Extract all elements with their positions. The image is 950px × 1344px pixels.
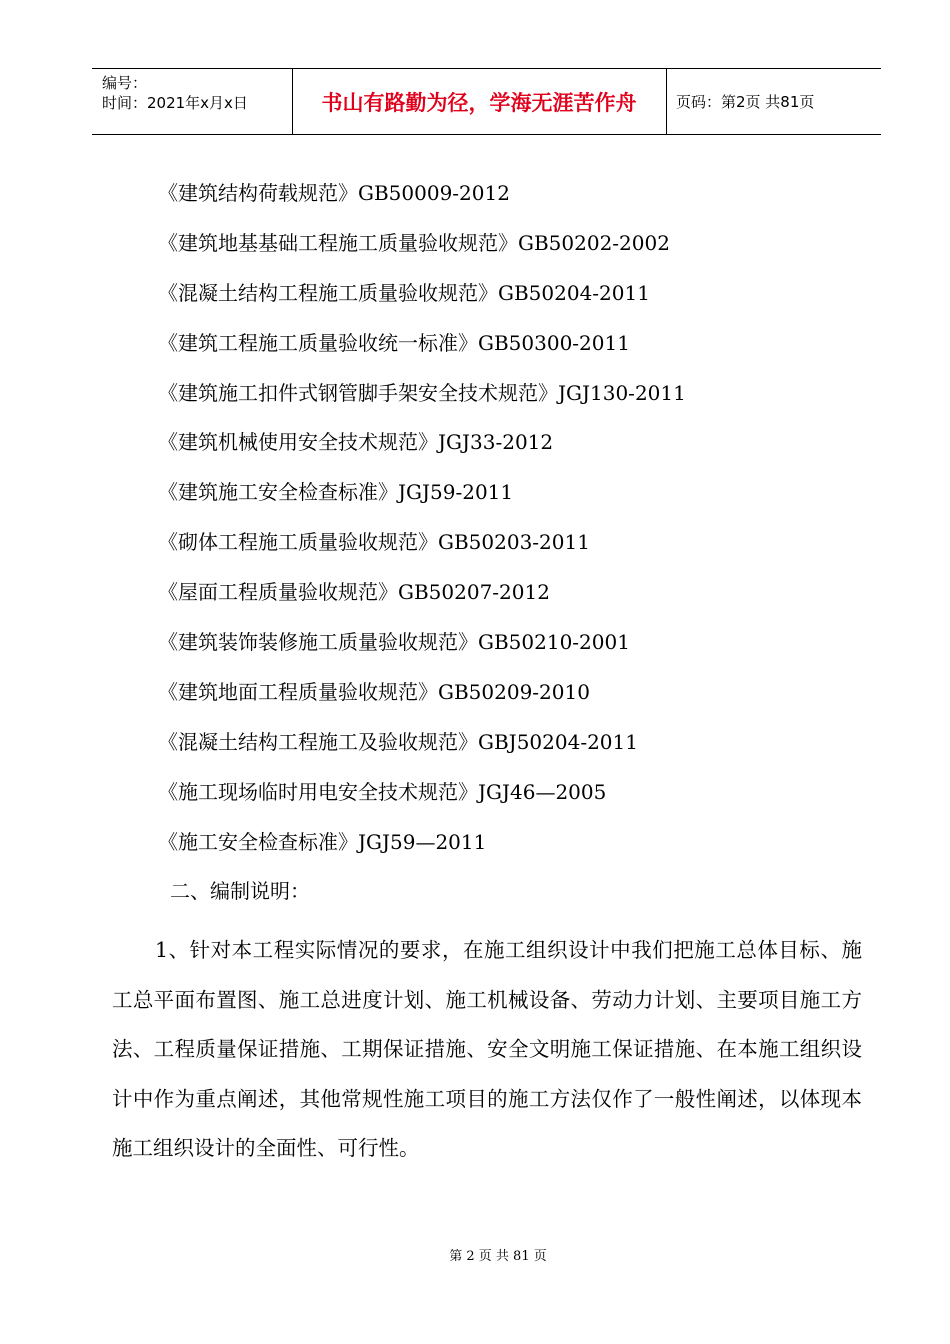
document-time-label: 时间：2021年x月x日 — [102, 94, 248, 112]
reference-item: 《施工安全检查标准》JGJ59—2011 — [158, 829, 487, 854]
reference-standards-list — [158, 178, 686, 876]
page-footer — [0, 1245, 950, 1264]
header-motto: 书山有路勤为径，学海无涯苦作舟 — [321, 90, 637, 115]
reference-item: 《施工现场临时用电安全技术规范》JGJ46—2005 — [158, 779, 607, 804]
document-number-label: 编号： — [102, 74, 148, 92]
reference-item: 《建筑工程施工质量验收统一标准》GB50300-2011 — [158, 330, 630, 355]
section-heading: 二、编制说明： — [170, 879, 310, 903]
reference-item: 《砌体工程施工质量验收规范》GB50203-2011 — [158, 530, 590, 555]
reference-item: 《建筑装饰装修施工质量验收规范》GB50210-2001 — [158, 630, 630, 655]
reference-item: 《建筑机械使用安全技术规范》JGJ33-2012 — [158, 430, 554, 455]
header-page-info: 页码：第2页 共81页 — [676, 93, 815, 111]
page-header — [92, 68, 881, 135]
reference-item: 《建筑地面工程质量验收规范》GB50209-2010 — [158, 679, 590, 704]
reference-item: 《建筑结构荷载规范》GB50009-2012 — [158, 181, 510, 205]
reference-item: 《建筑施工安全检查标准》JGJ59-2011 — [158, 480, 514, 505]
reference-item: 《建筑地基基础工程施工质量验收规范》GB50202-2002 — [158, 230, 670, 255]
body-paragraph: 1、针对本工程实际情况的要求，在施工组织设计中我们把施工总体目标、施工总平面布置图、施工总进度计划、施工机械设备、劳动力计划、主要项目施工方法、工程质量保证措施、工期保证措施、安全文明施工保证措施、在本施工组织设计中作为重点阐述，其他常规性施工项目的施工方法仅作了一般性阐述，以体现本施工组织设计的全面性、可行性。 — [112, 938, 862, 1160]
reference-item: 《建筑施工扣件式钢管脚手架安全技术规范》JGJ130-2011 — [158, 380, 686, 405]
footer-page-number: 第 2 页 共 81 页 — [449, 1249, 547, 1264]
reference-item: 《混凝土结构工程施工及验收规范》GBJ50204-2011 — [158, 729, 638, 754]
reference-item: 《混凝土结构工程施工质量验收规范》GB50204-2011 — [158, 280, 650, 305]
header-meta — [102, 73, 248, 113]
reference-item: 《屋面工程质量验收规范》GB50207-2012 — [158, 580, 550, 605]
header-divider — [666, 69, 667, 134]
